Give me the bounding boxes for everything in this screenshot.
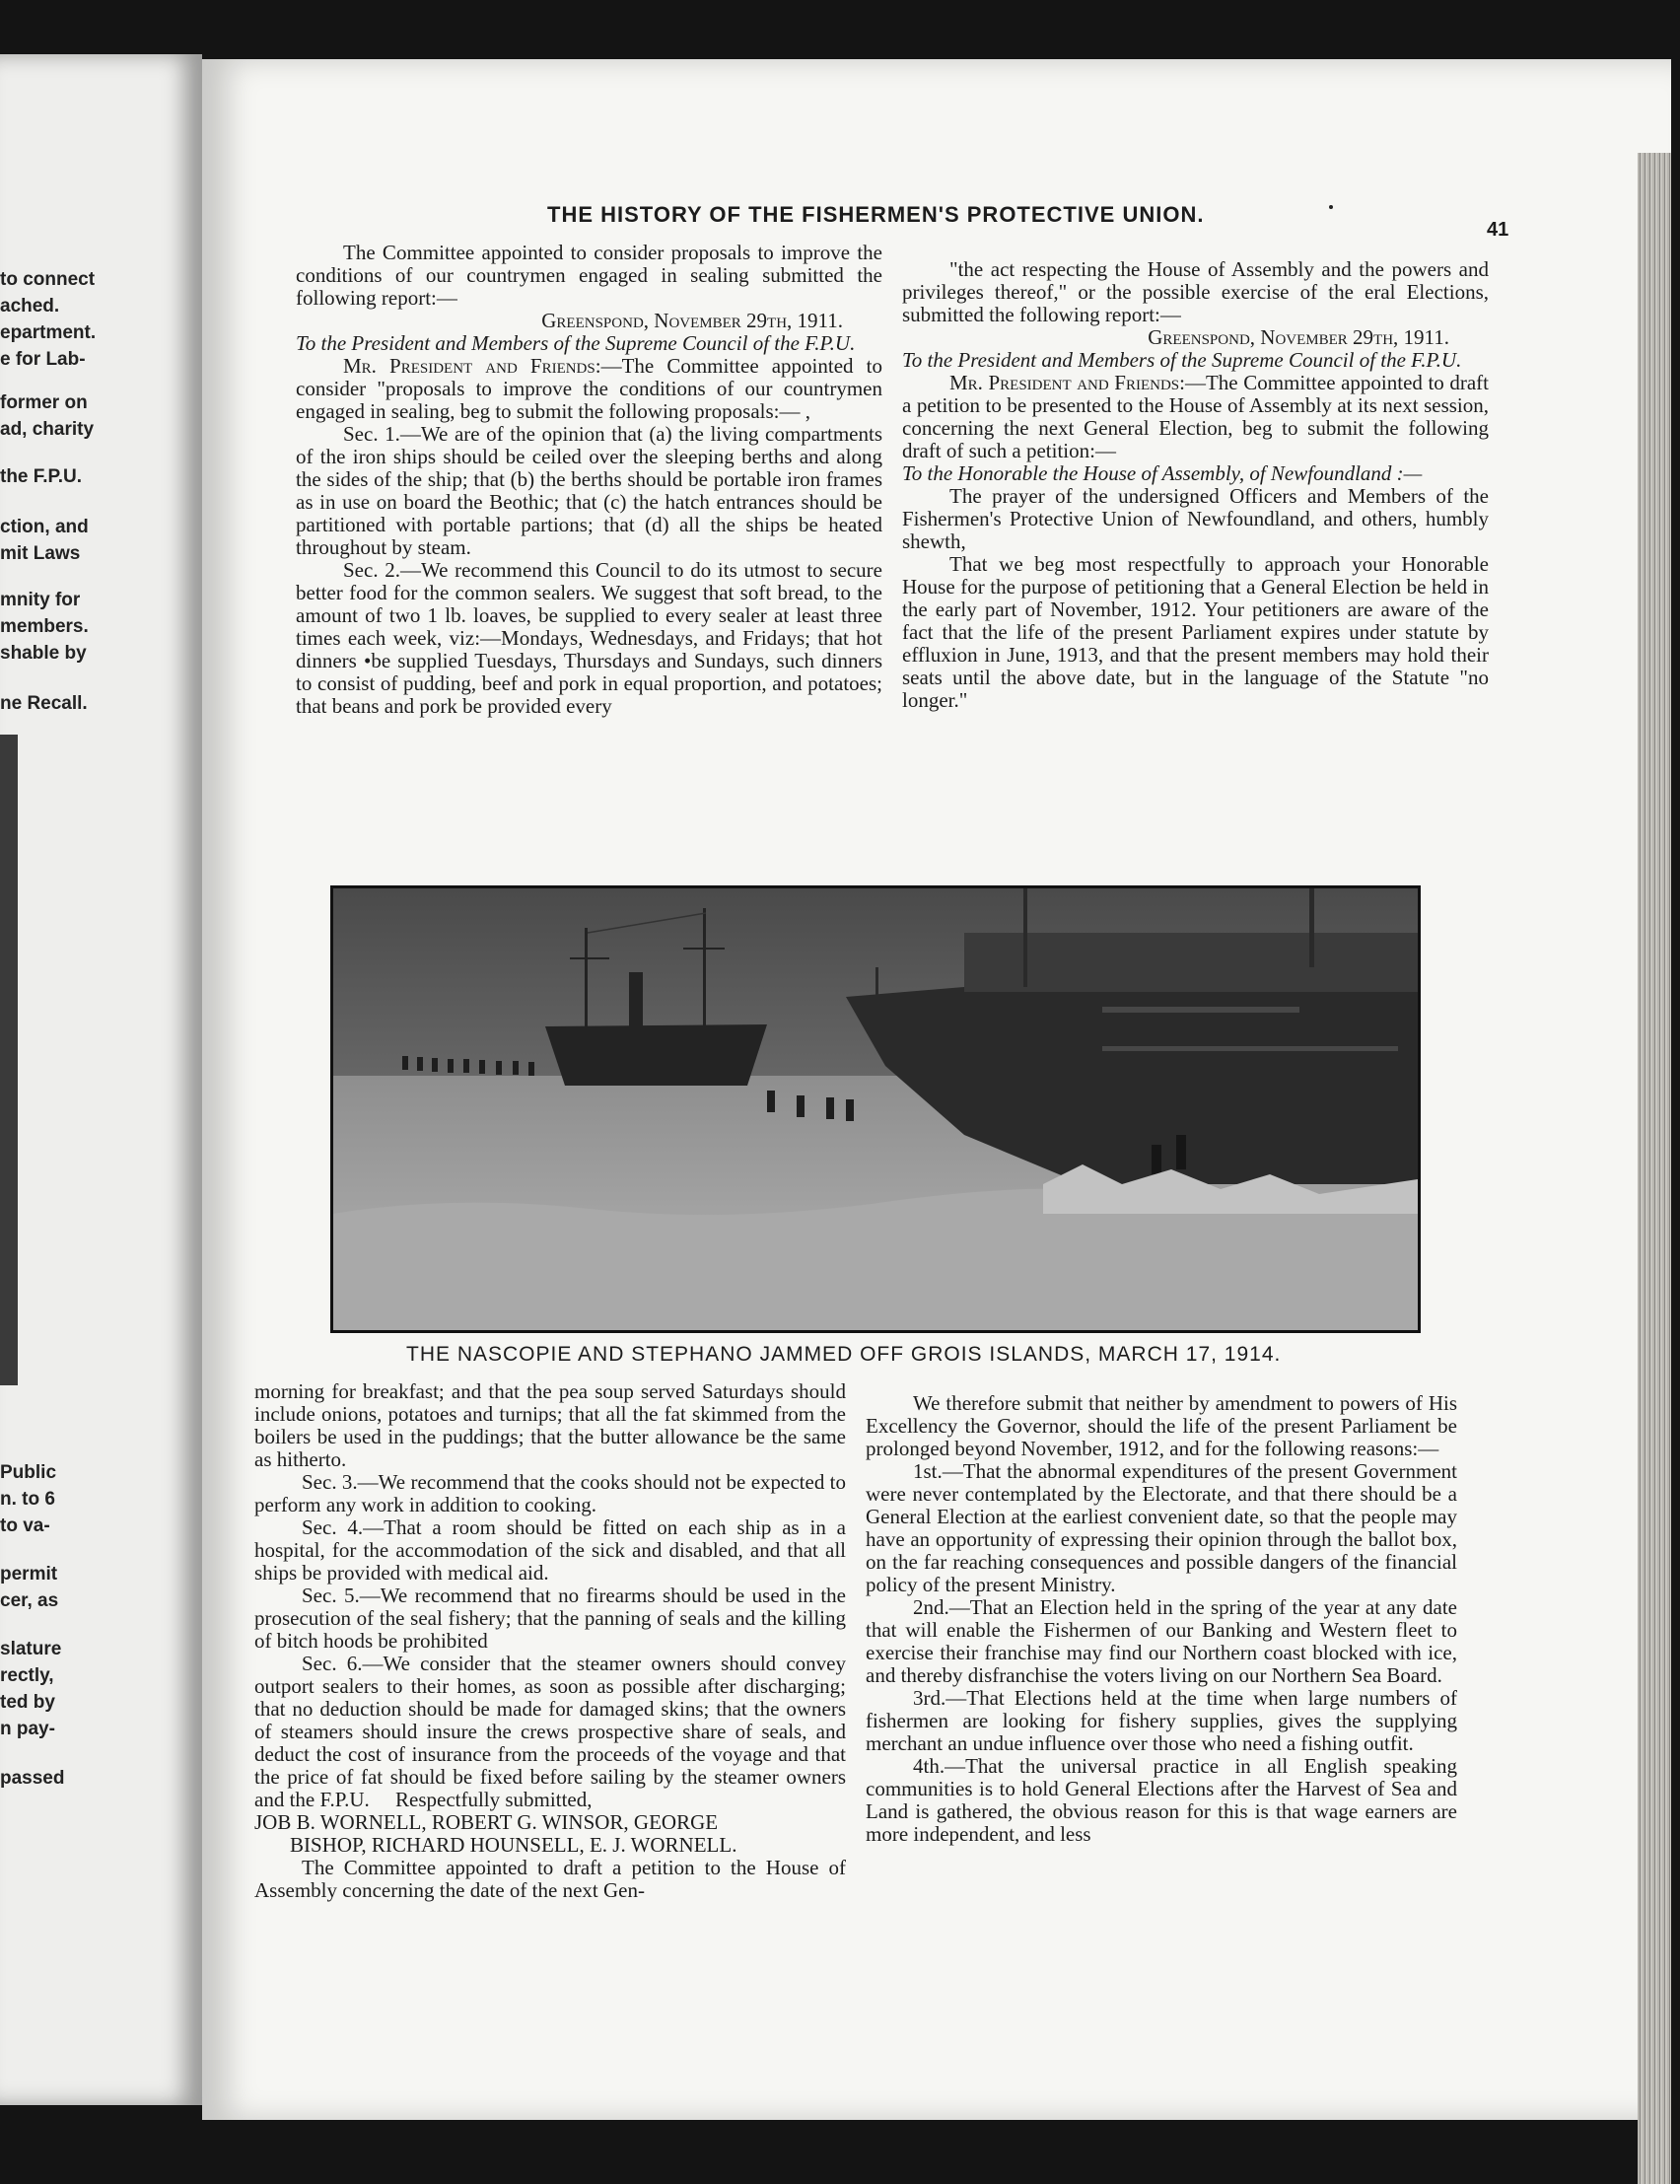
submission-paragraph: We therefore submit that neither by amendment to powers of His Excellency the Governor, should the life of the present Parliament be prolonged beyond November, 1912, and for the following reasons:— (866, 1391, 1457, 1460)
salutation-paragraph (296, 355, 882, 423)
section-2: Sec. 2.—We recommend this Council to do its utmost to secure better food for the common sealers. We suggest that soft bread, to the amount of two 1 lb. loaves, be supplied to every sealer at least three times each week, viz:—Mondays, Wednesdays, and Fridays; that hot dinners •be supplied Tuesdays, Thursdays and Sundays, such dinners to consist of pudding, beef and pork in equal proportion, and potatoes; that beans and pork be provided every (296, 558, 882, 718)
prev-text-fragment: ad, charity (0, 419, 95, 440)
addressee: To the President and Members of the Supreme Council of the F.P.U. (296, 331, 856, 355)
photo-caption: THE NASCOPIE AND STEPHANO JAMMED OFF GROIS ISLANDS, MARCH 17, 1914. (406, 1343, 1282, 1366)
prev-text-fragment: ached. (0, 296, 60, 317)
prev-text-fragment: mit Laws (0, 543, 81, 564)
closing: Respectfully submitted, (395, 1788, 593, 1811)
section-3: Sec. 3.—We recommend that the cooks should not be expected to perform any work in addition to cooking. (254, 1470, 846, 1516)
prev-text-fragment: rectly, (0, 1665, 54, 1686)
section-1: Sec. 1.—We are of the opinion that (a) the living compartments of the iron ships should be ceiled over the sleeping berths and along the sides of the ship; that (b) the berths should be portable iron frames as in use on board the Beothic; that (c) the hatch entrances should be partitioned with portable partions; that (d) all the ships be heated throughout by steam. (296, 422, 882, 559)
prev-text-fragment: slature (0, 1639, 62, 1659)
reason-2: 2nd.—That an Election held in the spring of the year at any date that will enable the Fishermen of our Banking and Western fleet to exercise their franchise may find our Northern coast blocked with ice, and thereby disfranchise the voters living on our Northern Sea Board. (866, 1595, 1457, 1687)
prev-text-fragment: mnity for (0, 590, 81, 610)
running-head: THE HISTORY OF THE FISHERMEN'S PROTECTIVE UNION. (547, 202, 1205, 227)
next-committee-paragraph: The Committee appointed to draft a petition to the House of Assembly concerning the date of the next Gen- (254, 1856, 846, 1902)
salutation: Mr. President and Friends: (343, 354, 601, 378)
signers-line: BISHOP, RICHARD HOUNSELL, E. J. WORNELL. (290, 1833, 737, 1857)
prev-text-fragment: ne Recall. (0, 693, 88, 714)
prev-text-fragment: former on (0, 392, 88, 413)
previous-page-margin (0, 54, 202, 2105)
prev-text-fragment: to va- (0, 1515, 50, 1536)
signatories (254, 1811, 846, 1857)
prev-text-fragment: permit (0, 1564, 58, 1585)
prev-text-fragment: cer, as (0, 1590, 59, 1611)
ships-photograph (330, 885, 1421, 1333)
prev-text-fragment: n pay- (0, 1719, 55, 1739)
column-top-left (296, 242, 882, 718)
section-5: Sec. 5.—We recommend that no firearms should be used in the prosecution of the seal fishery; that the panning of seals and the killing of bitch hoods be prohibited (254, 1584, 846, 1653)
section-2-continued: morning for breakfast; and that the pea soup served Saturdays should include onions, potatoes and turnips; that all the fat skimmed from the boilers be used in the puddings; that the butter allowance be the same as hitherto. (254, 1379, 846, 1471)
addressee: To the President and Members of the Supreme Council of the F.P.U. (902, 348, 1462, 372)
column-bottom-right (866, 1392, 1457, 1846)
prev-text-fragment: members. (0, 616, 89, 637)
prev-text-fragment: shable by (0, 643, 87, 664)
prev-text-fragment: ted by (0, 1692, 55, 1713)
salutation-paragraph (902, 372, 1489, 462)
committee-intro: The Committee appointed to consider proposals to improve the conditions of our countrymen engaged in sealing submitted the following report:— (296, 241, 882, 310)
prayer-paragraph: The prayer of the undersigned Officers and Members of the Fishermen's Protective Union of Newfoundland, and others, humbly shewth, (902, 484, 1489, 553)
prev-text-fragment: e for Lab- (0, 349, 86, 370)
prev-text-fragment: Public (0, 1462, 57, 1483)
addressee-house: To the Honorable the House of Assembly, of Newfoundland :— (902, 461, 1423, 485)
salutation: Mr. President and Friends: (949, 371, 1185, 394)
section-4: Sec. 4.—That a room should be fitted on each ship as in a hospital, for the accommodation of the sick and disabled, and that all ships be provided with medical aid. (254, 1515, 846, 1585)
prev-text-fragment: ction, and (0, 517, 89, 537)
reason-4: 4th.—That the universal practice in all English speaking communities is to hold General Elections after the Harvest of Sea and Land is gathered, the obvious reason for this is that wage earners are more independent, and less (866, 1754, 1457, 1846)
salutation-body: —The Committee appointed to draft a petition to be presented to the House of Assembly at its next session, concerning the next General Election, beg to submit the following draft of such a petition:— (902, 371, 1489, 462)
section-6 (254, 1653, 846, 1811)
dateline: Greenspond, November 29th, 1911. (541, 309, 843, 332)
column-top-right (902, 258, 1489, 712)
dateline: Greenspond, November 29th, 1911. (1148, 325, 1449, 349)
page-number: 41 (1487, 219, 1509, 241)
signers-line: JOB B. WORNELL, ROBERT G. WINSOR, GEORGE (254, 1810, 719, 1834)
section-6-text: Sec. 6.—We consider that the steamer owners should convey outport sealers to their homes, as soon as possible after discharging; that no deduction should be made for damaged skins; that the owners of steamers should insure the crews prospective share of seals, and deduct the cost of insurance from the proceeds of the voyage and that the price of fat should be fixed before sailing by the steamer owners and the F.P.U. (254, 1652, 846, 1811)
page-edge-stack (1638, 153, 1671, 2184)
prev-text-fragment: to connect (0, 269, 96, 290)
petition-paragraph: That we beg most respectfully to approach your Honorable House for the purpose of petitioning that a General Election be held in the early part of November, 1912. Your petitioners are aware of the fact that the life of the present Parliament expires under statute by effluxion in June, 1913, and that the present members may hold their seats until the above date, but in the language of the Statute "no longer." (902, 552, 1489, 712)
reason-3: 3rd.—That Elections held at the time when large numbers of fishermen are looking for fishery supplies, gives the supplying merchant an undue influence over those who need a fishing outfit. (866, 1686, 1457, 1755)
prev-text-fragment: n. to 6 (0, 1489, 55, 1510)
prev-photo-edge (0, 735, 18, 1385)
print-speck (1329, 205, 1333, 209)
committee-intro-continued: "the act respecting the House of Assembly and the powers and privileges thereof," or the possible exercise of the eral Elections, submitted the following report:— (902, 257, 1489, 326)
prev-text-fragment: epartment. (0, 322, 97, 343)
column-bottom-left (254, 1380, 846, 1902)
prev-text-fragment: the F.P.U. (0, 466, 83, 487)
salutation-body: —The Committee appointed to consider "proposals to improve the conditions of our countrymen engaged in sealing, beg to submit the following proposals:— , (296, 354, 882, 423)
reason-1: 1st.—That the abnormal expenditures of the present Government were never contemplated by the Electorate, and that there should be a General Election at the earliest convenient date, so that the people may have an opportunity of expressing their opinion through the ballot box, on the far reaching consequences and possible dangers of the financial policy of the present Ministry. (866, 1459, 1457, 1596)
prev-text-fragment: passed (0, 1768, 65, 1789)
